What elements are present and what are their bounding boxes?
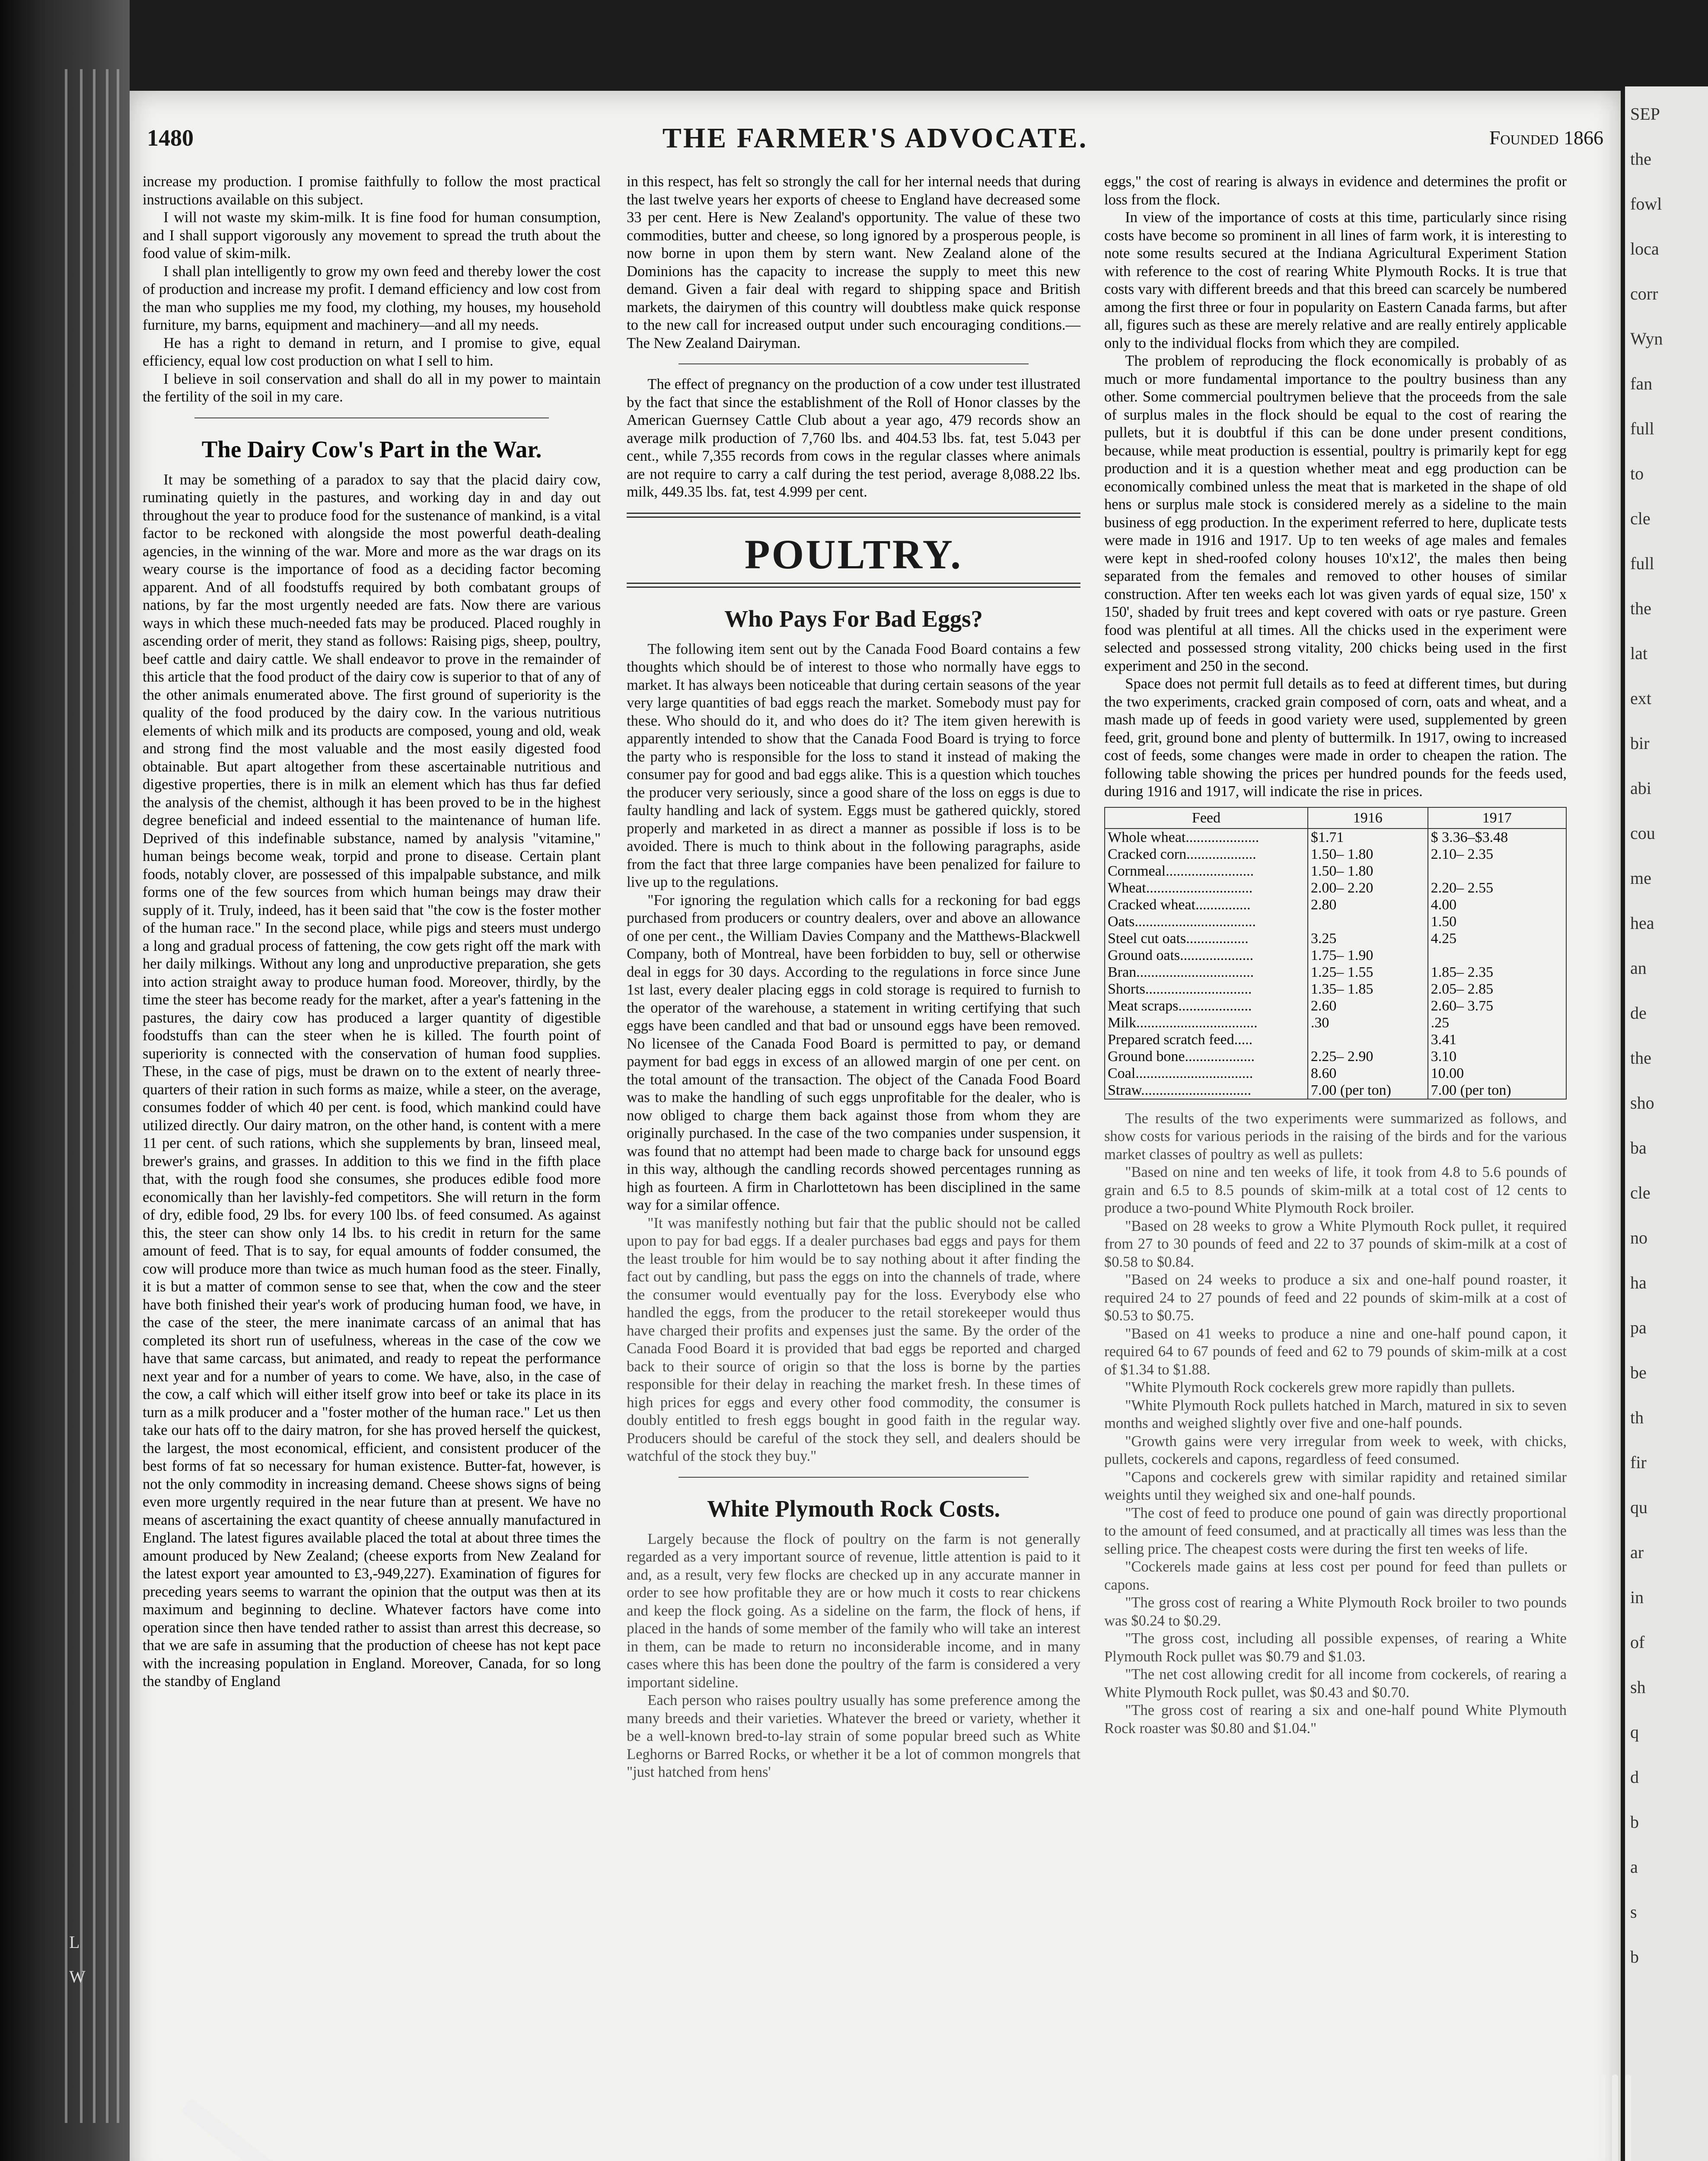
next-page-fragment: d — [1630, 1767, 1639, 1787]
book-binding — [0, 0, 130, 2161]
intro-paragraph: The problem of reproducing the flock economically is probably of as much or more fundamental importance to the poultry business than any other. Some commercial poultrymen believe that the proceeds from the sale of surplus males in the flock should be equal to the cost of rearing the pullets, but it is doubtful if this can be done under present conditions, because, while meat production is essential, poultry is primarily kept for egg production and it is a question whether meat and egg production can be economically combined unless the meat that is marketed in the shape of old hens or surplus male stock is considered merely as a sideline to the main business of egg production. In the experiment referred to here, duplicate tests were made in 1916 and 1917. Up to ten weeks of age males and females were kept in shed-roofed colony houses 10'x12', the males then being separated from the females and removed to other houses of similar construction. After ten weeks each lot was given yards of equal size, 150' x 150', shaded by fruit trees and kept covered with oats or rye pasture. Green food was plentiful at all times. All the chicks used in the experiment were selected and possessed strong vitality, 200 chicks being used in the first experiment and 250 in the second. — [1104, 353, 1567, 674]
bad-eggs-paragraph: The following item sent out by the Canada Food Board contains a few thoughts which should be of interest to those who normally have eggs to market. It has always been noticeable that during certain seasons of the year very large quantities of bad eggs reach the market. Somebody must pay for these. Who should do it, and who does do it? The item given herewith is apparently intended to show that the Canada Food Board is trying to force the party who is responsible for the loss to stand it instead of making the consumer pay for good and bad eggs alike. This is a question which touches the producer very seriously, since a good share of the loss on eggs is due to faulty handling and lack of system. Eggs must be gathered quickly, stored properly and marketed in as direct a manner as possible if loss is to be avoided. There is much to think about in the following paragraphs, aside from the fact that three large companies have been penalized for failure to live up to the regulations. — [627, 641, 1080, 890]
price-1917-cell: 3.41 — [1428, 1031, 1566, 1048]
results-paragraph: "Based on 28 weeks to grow a White Plymouth Rock pullet, it required from 27 to 30 pounds of feed and 22 to 37 pounds of skim-milk at a cost of $0.58 to $0.84. — [1104, 1218, 1567, 1270]
next-page-fragment: ha — [1630, 1273, 1647, 1292]
price-1917-cell: 2.10– 2.35 — [1428, 846, 1566, 863]
column-1 — [143, 173, 601, 1691]
clip-bar — [1599, 2075, 1605, 2161]
feed-name-cell: Milk................................. — [1105, 1014, 1308, 1031]
price-1917-cell: 2.60– 3.75 — [1428, 998, 1566, 1014]
results-paragraph: "Growth gains were very irregular from week to week, with chicks, pullets, cockerels and capons, regardless of feed consumed. — [1104, 1433, 1567, 1467]
results-paragraph: "The gross cost of rearing a six and one-half pound White Plymouth Rock roaster was $0.80 and $1.04." — [1104, 1702, 1567, 1737]
table-row — [1105, 1048, 1566, 1065]
next-page-fragment: b — [1630, 1812, 1639, 1832]
next-page-fragment: an — [1630, 958, 1647, 978]
pledge-paragraph: I will not waste my skim-milk. It is fine food for human consumption, and I shall support vigorously any movement to spread the truth about the food value of skim-milk. — [143, 209, 601, 261]
next-page-fragment: hea — [1630, 913, 1654, 933]
next-page-fragment: cle — [1630, 1183, 1651, 1202]
next-page-edge — [1625, 86, 1708, 2161]
price-1917-cell: 10.00 — [1428, 1065, 1566, 1082]
table-row — [1105, 998, 1566, 1014]
pledge-paragraph: I shall plan intelligently to grow my own feed and thereby lower the cost of production and increase my profit. I demand efficiency and low cost from the man who supplies me my food, my clothing, my houses, my household furniture, my barns, equipment and machinery—and all my needs. — [143, 263, 601, 333]
table-row — [1105, 1014, 1566, 1031]
next-page-fragment: Wyn — [1630, 329, 1663, 348]
next-page-fragment: the — [1630, 599, 1651, 618]
feed-name-cell: Cracked corn................... — [1105, 846, 1308, 863]
page-number: 1480 — [147, 125, 194, 151]
results-paragraph: "Based on nine and ten weeks of life, it took from 4.8 to 5.6 pounds of grain and 6.5 to 8.5 pounds of skim-milk at a total cost of 12 cents to produce a two-pound White Plymouth Rock broiler. — [1104, 1164, 1567, 1216]
price-1916-cell: 2.80 — [1308, 896, 1428, 913]
results-paragraph: "White Plymouth Rock pullets hatched in March, matured in six to seven months and weighed slightly over five and one-half pounds. — [1104, 1397, 1567, 1431]
price-1916-cell — [1308, 1031, 1428, 1048]
results-paragraph: "Based on 41 weeks to produce a nine and one-half pound capon, it required 64 to 67 pounds of feed and 62 to 79 pounds of skim-milk at a cost of $1.34 to $1.88. — [1104, 1325, 1567, 1378]
table-row — [1105, 880, 1566, 896]
price-1916-cell: 3.25 — [1308, 930, 1428, 947]
pledge-paragraph: increase my production. I promise faithfully to follow the most practical instructions available on this subject. — [143, 173, 601, 208]
intro-paragraph: In view of the importance of costs at this time, particularly since rising costs have become so prominent in all lines of farm work, it is interesting to note some results secured at the Indiana Agricultural Experiment Station with reference to the cost of rearing White Plymouth Rocks. It is true that costs vary with different breeds and that this breed can scarcely be numbered among the first three or four in popularity on Eastern Canada farms, but after all, figures such as these are merely relative and are really entirely applicable only to the individual flocks from which they are compiled. — [1104, 209, 1567, 351]
next-page-fragment: cou — [1630, 823, 1655, 843]
results-paragraph: "Based on 24 weeks to produce a six and one-half pound roaster, it required 24 to 27 pounds of feed and 22 pounds of skim-milk at a cost of $0.53 to $0.75. — [1104, 1272, 1567, 1324]
continuation-paragraph: in this respect, has felt so strongly the call for her internal needs that during the last twelve years her exports of cheese to England have decreased some 33 per cent. Here is New Zealand's opportunity. The value of these two commodities, butter and cheese, so long ignored by a prosperous people, is now borne in upon them by stern want. New Zealand alone of the Dominions has the capacity to increase the supply to meet this new demand. Given a fair deal with regard to shipping space and British markets, the dairymen of this country will doubtless make quick response to the new call for increased output under such encouraging conditions.—The New Zealand Dairyman. — [627, 173, 1080, 351]
price-1917-cell: 4.25 — [1428, 930, 1566, 947]
table-row — [1105, 863, 1566, 880]
next-page-fragment: SEP — [1630, 104, 1660, 124]
column-3 — [1104, 173, 1567, 1737]
price-1917-cell: 1.50 — [1428, 913, 1566, 930]
next-page-fragment: th — [1630, 1408, 1644, 1427]
bad-eggs-paragraph: "It was manifestly nothing but fair that the public should not be called upon to pay for bad eggs. If a dealer purchases bad eggs and pays for them the least trouble for him would be to say nothing about it after finding the fact out by candling, but pass the eggs on into the channels of trade, where the consumer would eventually pay for the loss. Everybody else who handled the eggs, from the producer to the retail storekeeper would thus have charged their profits and expenses just the same. By the order of the Canada Food Board it is provided that bad eggs be reported and charged back to their source of origin so that the loss is borne by the parties responsible for their delay in reaching the market fresh. In these times of high prices for eggs and every other food commodity, the consumer is doubly entitled to fresh eggs bought in good faith in the regular way. Producers should be careful of the stock they sell, and dealers should be watchful of the stock they buy." — [627, 1214, 1080, 1464]
price-1917-cell — [1428, 947, 1566, 964]
next-page-fragment: lat — [1630, 644, 1647, 663]
price-1916-cell: .30 — [1308, 1014, 1428, 1031]
results-paragraph: "Cockerels made gains at less cost per pound for feed than pullets or capons. — [1104, 1559, 1567, 1593]
page-edge — [65, 69, 67, 2123]
price-1917-cell: 2.20– 2.55 — [1428, 880, 1566, 896]
bad-eggs-heading: Who Pays For Bad Eggs? — [724, 605, 983, 632]
feed-name-cell: Straw.............................. — [1105, 1082, 1308, 1099]
table-row — [1105, 896, 1566, 913]
price-1917-cell: 3.10 — [1428, 1048, 1566, 1065]
table-row — [1105, 1082, 1566, 1099]
feed-name-cell: Wheat............................. — [1105, 880, 1308, 896]
feed-name-cell: Oats................................. — [1105, 913, 1308, 930]
table-row — [1105, 1065, 1566, 1082]
pregnancy-paragraph: The effect of pregnancy on the production of a cow under test illustrated by the fact that since the establishment of the Roll of Honor classes by the American Guernsey Cattle Club about a year ago, 479 records show an average milk production of 7,760 lbs. and 404.53 lbs. fat, test 5.043 per cent., while 7,355 records from cows in the regular classes where animals are not require to carry a calf during the test period, average 8,088.22 lbs. milk, 449.35 lbs. fat, test 4.999 per cent. — [627, 376, 1080, 500]
double-rule — [627, 513, 1080, 518]
price-1916-cell: $1.71 — [1308, 829, 1428, 846]
next-page-fragment: sho — [1630, 1093, 1654, 1112]
feed-name-cell: Cracked wheat............... — [1105, 896, 1308, 913]
price-1916-cell: 8.60 — [1308, 1065, 1428, 1082]
feed-price-table — [1104, 807, 1567, 1100]
table-row — [1105, 981, 1566, 998]
feed-name-cell: Shorts............................. — [1105, 981, 1308, 998]
intro-paragraph: eggs," the cost of rearing is always in evidence and determines the profit or loss from the flock. — [1104, 173, 1567, 208]
feed-name-cell: Ground oats.................... — [1105, 947, 1308, 964]
table-header: Feed — [1105, 807, 1308, 829]
feed-name-cell: Whole wheat.................... — [1105, 829, 1308, 846]
price-1917-cell: 4.00 — [1428, 896, 1566, 913]
pledge-paragraph: He has a right to demand in return, and I promise to give, equal efficiency, equal low cost production on what I sell to him. — [143, 335, 601, 369]
bad-eggs-paragraph: "For ignoring the regulation which calls for a reckoning for bad eggs purchased from producers or country dealers, over and above an allowance of one per cent., the William Davies Company and the Matthews-Blackwell Company, both of Montreal, have been forbidden to buy, sell or otherwise deal in eggs for 30 days. According to the regulations in force since June 1st last, every dealer placing eggs in cold storage is required to furnish to the operator of the warehouse, a statement in writing certifying that such eggs have been candled and that bad or unsound eggs have been removed. No licensee of the Canada Food Board is permitted to pay, or demand payment for bad eggs in excess of an allowed margin of one per cent. on the total amount of the transaction. The object of the Canada Food Board was to make the handling of such eggs unprofitable for the dealer, who is now obliged to charge them back against those from whom they are originally purchased. In the case of the two companies under suspension, it was found that no attempt had been made to charge back for unsound eggs in this way, although the candling records showed percentages running as high as fourteen. A firm in Charlottetown has been disciplined in the same way for a similar offence. — [627, 892, 1080, 1213]
next-page-fragment: b — [1630, 1947, 1639, 1967]
next-page-fragment: loca — [1630, 239, 1659, 258]
next-page-fragment: in — [1630, 1587, 1644, 1607]
price-1916-cell: 1.50– 1.80 — [1308, 846, 1428, 863]
table-row — [1105, 913, 1566, 930]
results-paragraph: "The gross cost of rearing a White Plymouth Rock broiler to two pounds was $0.24 to $0.29. — [1104, 1594, 1567, 1629]
next-page-fragment: fowl — [1630, 194, 1662, 214]
margin-fragment: W — [69, 1967, 86, 1986]
feed-name-cell: Prepared scratch feed..... — [1105, 1031, 1308, 1048]
results-paragraph: "The cost of feed to produce one pound of gain was directly proportional to the amount of feed consumed, and at practically all times was less than the selling price. The cheapest costs were during the first ten weeks of life. — [1104, 1504, 1567, 1557]
price-1916-cell — [1308, 913, 1428, 930]
wpr-paragraph: Each person who raises poultry usually has some preference among the many breeds and their varieties. Whatever the breed or variety, whether it be a well-known bred-to-lay strain of some popular breed such as White Leghorns or Barred Rocks, or whether it be a lot of common mongrels that "just hatched from hens' — [627, 1692, 1080, 1780]
next-page-fragment: corr — [1630, 284, 1658, 303]
intro-paragraph: Space does not permit full details as to feed at different times, but during the two experiments, cracked grain composed of corn, oats and wheat, and a mash made up of feeds in good variety were used, supplemented by green feed, grit, ground bone and plenty of buttermilk. In 1917, owing to increased cost of feeds, some changes were made in order to cheapen the ration. The following table showing the prices per hundred pounds for the feeds used, during 1916 and 1917, will indicate the rise in prices. — [1104, 676, 1567, 800]
feed-name-cell: Cornmeal........................ — [1105, 863, 1308, 880]
price-1916-cell: 2.60 — [1308, 998, 1428, 1014]
price-1916-cell: 1.25– 1.55 — [1308, 964, 1428, 981]
results-paragraph: "White Plymouth Rock cockerels grew more rapidly than pullets. — [1125, 1379, 1515, 1396]
next-page-fragment: of — [1630, 1632, 1645, 1652]
price-1916-cell: 1.50– 1.80 — [1308, 863, 1428, 880]
table-row — [1105, 846, 1566, 863]
next-page-fragment: cle — [1630, 509, 1651, 528]
price-1917-cell — [1428, 863, 1566, 880]
next-page-fragment: pa — [1630, 1318, 1647, 1337]
clip-bar — [1612, 2075, 1618, 2161]
price-1916-cell: 2.25– 2.90 — [1308, 1048, 1428, 1065]
newspaper-page — [130, 91, 1621, 2161]
feed-name-cell: Bran................................ — [1105, 964, 1308, 981]
dairy-cow-paragraph: It may be something of a paradox to say that the placid dairy cow, ruminating quietly in the pastures, and working day in and day out throughout the year to produce food for the sustenance of mankind, is a vital factor to be reckoned with alongside the most powerful death-dealing agencies, in the winning of the war. More and more as the war drags on its weary course is the importance of food as a deciding factor becoming apparent. And of all foodstuffs required by both combatant groups of nations, by far the most urgently needed are fats. Now there are various ways in which these much-needed fats may be produced. Placed roughly in ascending order of merit, they stand as follows: Raising pigs, sheep, poultry, beef cattle and dairy cattle. We shall endeavor to prove in the remainder of this article that the food product of the dairy cow is superior to that of any of the other animals enumerated above. The first ground of superiority is the quality of the food produced by the dairy cow. In the various nutritious elements of which milk and its products are composed, young and old, weak and strong find the most valuable and the most easily digested food obtainable. But apart altogether from these ascertainable nutritious and digestive properties, there is in milk an element which has thus far defied the analysis of the chemist, although it has been proved to be in the highest degree beneficial and indeed essential to the maintenance of human life. Deprived of this indefinable substance, named by analysis "vitamine," human beings become weak, torpid and prone to disease. Certain plant foods, notably clover, are possessed of this impalpable substance, and milk forms one of the few sources from which human beings may draw their supply of it. Truly, indeed, has it been said that "the cow is the foster mother of the human race." In the second place, while pigs and steers must undergo a long and gradual process of fattening, the cow gets right off the mark with her daily milkings. Without any long and unproductive preparation, she gets into action straight away to produce human food. Moreover, thirdly, by the time the steer has become ready for the market, after a year's fattening in the pastures, the dairy cow has produced a larger quantity of digestible foodstuffs than can the steer when he is killed. The fourth point of superiority is connected with the conservation of human food supplies. These, in the case of pigs, must be drawn on to the extent of nearly three-quarters of their ration in such forms as maize, while a steer, on the average, consumes fodder of which 40 per cent. is food, which mankind could have utilized directly. Our dairy matron, on the other hand, is content with a mere 11 per cent. of such rations, which she supplements by bran, linseed meal, brewer's grains, and grasses. In addition to this we find in the fifth place that, with the rough food she consumes, she produces edible food more economically than her lavishly-fed competitors. She will return in the form of dry, edible food, 29 lbs. for every 100 lbs. of feed consumed. As against this, the steer can show only 14 lbs. to his credit in return for the same amount of feed. That is to say, for equal amounts of fodder consumed, the cow will produce more than twice as much human food as the steer. Finally, it is but a matter of common sense to see that, when the cow and the steer have both finished their year's work of producing human food, we have, in the case of the steer, the mere inanimate carcass of an animal that has completed its short run of usefulness, whereas in the case of the cow we have that same carcass, but animated, and ready to repeat the performance next year and for a number of years to come. We have, also, in the case of the cow, a calf which will either itself grow into beef or take its place in its turn as a milk producer and a "foster mother of the human race." Let us then take our hats off to the dairy matron, for she has proved herself the quickest, the largest, the most economical, efficient, and consistent producer of the best forms of fat so necessary for human existence. Butter-fat, however, is not the only commodity in increasing demand. Cheese shows signs of being even more urgently required in the near future than at present. We have no means of ascertaining the exact quantity of cheese annually manufactured in England. The latest figures available placed the total at about three times the amount produced by New Zealand; (cheese exports from New Zealand for the latest export year amounted to £3,-949,227). Examination of figures for preceding years seems to warrant the opinion that the output was then at its maximum and beginning to decline. Whatever factors have come into operation since then have tended rather to assist than arrest this decrease, so that we are safe in assuming that the production of cheese has not kept pace with the increasing population in England. Moreover, Canada, for so long the standby of England — [143, 471, 601, 1689]
divider — [679, 1477, 1029, 1478]
next-page-fragment: to — [1630, 464, 1644, 483]
running-head — [147, 124, 1603, 159]
table-row — [1105, 947, 1566, 964]
next-page-fragment: s — [1630, 1902, 1637, 1922]
price-1917-cell: 1.85– 2.35 — [1428, 964, 1566, 981]
table-header-row — [1105, 807, 1566, 829]
page-edge — [117, 69, 119, 2123]
results-paragraph: "The gross cost, including all possible expenses, of rearing a White Plymouth Rock pullet was $0.79 and $1.03. — [1104, 1630, 1567, 1665]
next-page-fragment: bir — [1630, 733, 1650, 753]
feed-name-cell: Meat scraps.................... — [1105, 998, 1308, 1014]
page-edge — [80, 69, 83, 2123]
poultry-section-heading: POULTRY. — [744, 531, 963, 577]
feed-name-cell: Steel cut oats................. — [1105, 930, 1308, 947]
next-page-fragment: q — [1630, 1722, 1639, 1742]
table-row — [1105, 1031, 1566, 1048]
next-page-fragment: the — [1630, 149, 1651, 169]
price-1916-cell: 1.75– 1.90 — [1308, 947, 1428, 964]
next-page-fragment: ba — [1630, 1138, 1647, 1157]
next-page-fragment: de — [1630, 1003, 1647, 1023]
table-row — [1105, 930, 1566, 947]
table-row — [1105, 964, 1566, 981]
dairy-cow-heading: The Dairy Cow's Part in the War. — [201, 436, 542, 462]
column-2 — [627, 173, 1080, 1782]
next-page-fragment: no — [1630, 1228, 1647, 1247]
next-page-fragment: the — [1630, 1048, 1651, 1068]
next-page-fragment: sh — [1630, 1677, 1646, 1697]
next-page-fragment: be — [1630, 1363, 1647, 1382]
price-1916-cell: 2.00– 2.20 — [1308, 880, 1428, 896]
next-page-fragment: a — [1630, 1857, 1638, 1877]
next-page-fragment: abi — [1630, 778, 1651, 798]
next-page-fragment: fan — [1630, 374, 1653, 393]
price-1917-cell: $ 3.36–$3.48 — [1428, 829, 1566, 846]
next-page-fragment: me — [1630, 868, 1651, 888]
page-edge — [106, 69, 108, 2123]
table-row — [1105, 829, 1566, 846]
feed-name-cell: Ground bone................... — [1105, 1048, 1308, 1065]
feed-name-cell: Coal................................ — [1105, 1065, 1308, 1082]
next-page-fragment: fir — [1630, 1453, 1647, 1472]
next-page-fragment: ext — [1630, 688, 1651, 708]
price-1917-cell: 7.00 (per ton) — [1428, 1082, 1566, 1099]
price-1917-cell: 2.05– 2.85 — [1428, 981, 1566, 998]
results-paragraph: "Capons and cockerels grew with similar rapidity and retained similar weights until they weighed six and one-half pounds. — [1104, 1469, 1567, 1503]
masthead: THE FARMER'S ADVOCATE. — [662, 122, 1088, 154]
white-plymouth-rock-heading: White Plymouth Rock Costs. — [707, 1495, 1001, 1522]
double-rule — [627, 583, 1080, 588]
results-paragraph: The results of the two experiments were summarized as follows, and show costs for various periods in the raising of the birds and for the various market classes of poultry as well as pullets: — [1104, 1110, 1567, 1163]
price-1916-cell: 1.35– 1.85 — [1308, 981, 1428, 998]
table-header: 1917 — [1428, 807, 1566, 829]
pledge-paragraph: I believe in soil conservation and shall do all in my power to maintain the fertility of the soil in my care. — [143, 370, 601, 405]
divider — [679, 363, 1029, 364]
next-page-fragment: full — [1630, 554, 1654, 573]
founded-line: Founded 1866 — [1489, 127, 1603, 149]
page-edge — [93, 69, 96, 2123]
price-1917-cell: .25 — [1428, 1014, 1566, 1031]
clip-bar — [1625, 2075, 1631, 2161]
table-header: 1916 — [1308, 807, 1428, 829]
results-paragraph: "The net cost allowing credit for all income from cockerels, of rearing a White Plymouth Rock pullet, was $0.43 and $0.70. — [1104, 1666, 1567, 1701]
table-body — [1105, 829, 1566, 1099]
next-page-fragment: full — [1630, 419, 1654, 438]
margin-fragment: L — [69, 1932, 80, 1952]
wpr-paragraph: Largely because the flock of poultry on the farm is not generally regarded as a very important source of revenue, little attention is paid to it and, as a result, very few flocks are checked up in any accurate manner in order to see how profitable they are or how much it costs to rear chickens and keep the flock going. As a sideline on the farm, the flock of hens, if placed in the hands of some member of the family who will take an interest in them, can be made to return no inconsiderable income, and in many cases where this has been done the poultry of the farm is considered a very important sideline. — [627, 1530, 1080, 1691]
price-1916-cell: 7.00 (per ton) — [1308, 1082, 1428, 1099]
next-page-fragment: qu — [1630, 1498, 1647, 1517]
next-page-fragment: ar — [1630, 1543, 1644, 1562]
